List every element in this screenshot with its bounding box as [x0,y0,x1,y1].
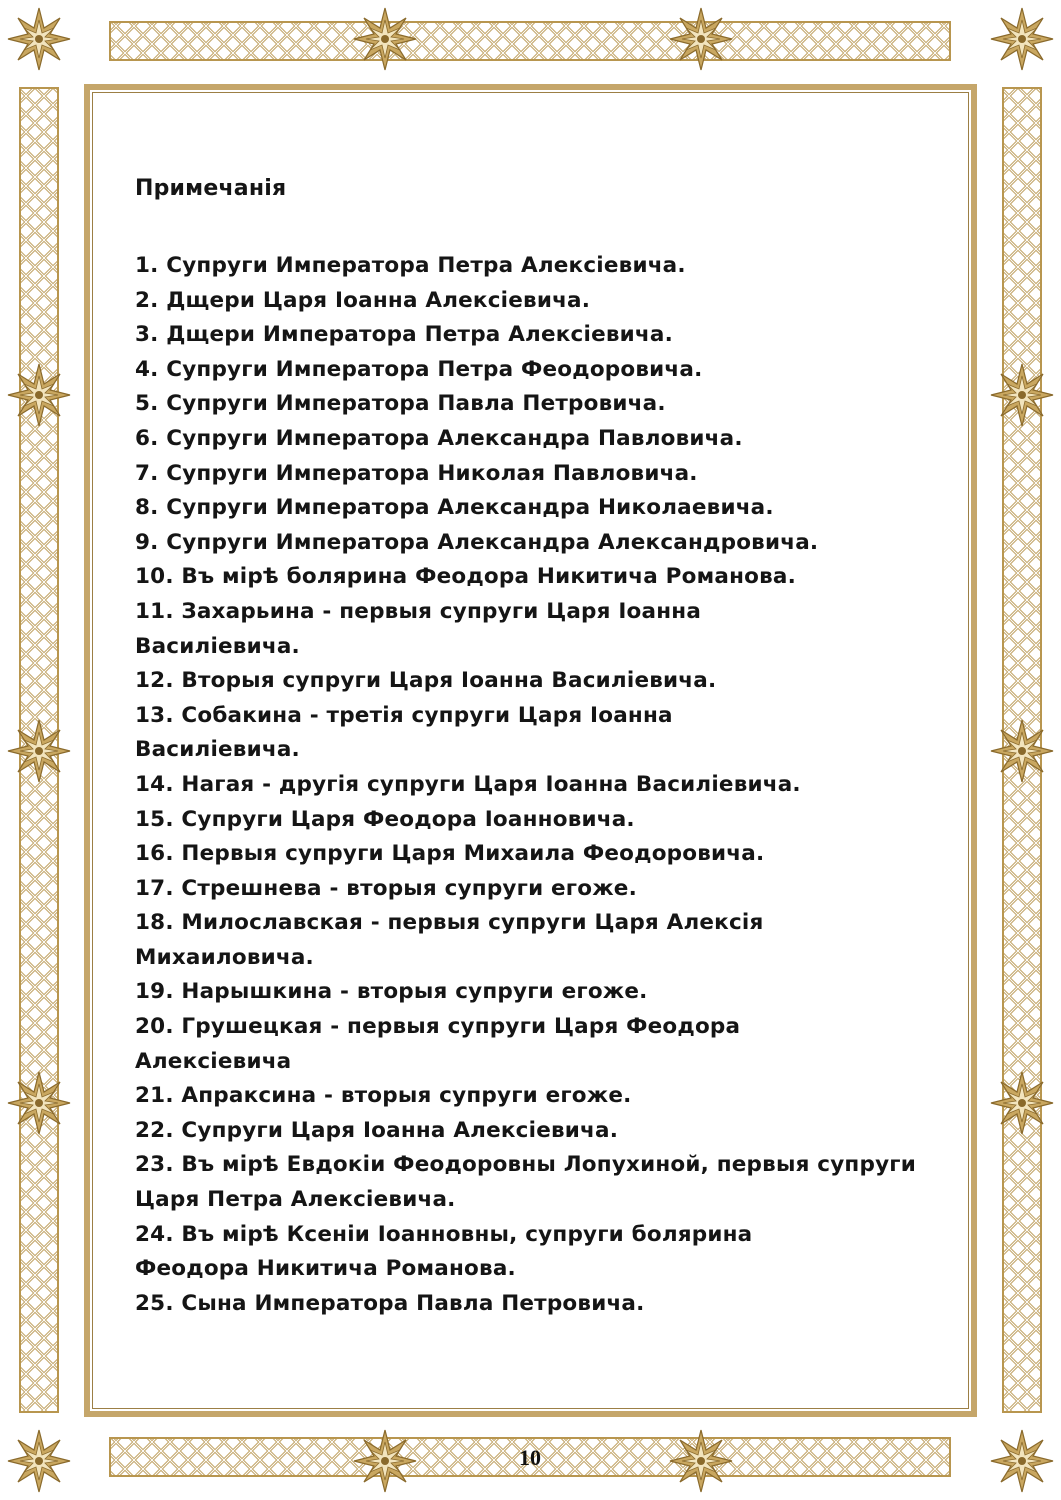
note-continuation: Василіевича. [135,737,300,763]
note-continuation: Михаиловича. [135,944,314,970]
eight-point-star-icon [6,362,72,428]
note-item: 20. Грушецкая - первыя супруги Царя Феодора [135,1014,741,1040]
note-item: 5. Супруги Императора Павла Петровича. [135,391,666,417]
eight-point-star-icon [6,6,72,72]
eight-point-star-icon [668,1428,734,1494]
note-item: 10. Въ мірѣ болярина Феодора Никитича Романова. [135,564,796,590]
note-item: 12. Вторыя супруги Царя Іоанна Василіевича. [135,668,717,694]
notes-list [135,249,935,1321]
eight-point-star-icon [989,1070,1055,1136]
eight-point-star-icon [6,1070,72,1136]
note-item: 6. Супруги Императора Александра Павловича. [135,425,743,451]
note-item: 1. Супруги Императора Петра Алексіевича. [135,253,686,278]
note-item: 16. Первыя супруги Царя Михаила Феодоровича. [135,841,765,867]
note-item: 14. Нагая - другія супруги Царя Іоанна Василіевича. [135,771,801,797]
eight-point-star-icon [6,1428,72,1494]
note-item: 15. Супруги Царя Феодора Іоанновича. [135,806,635,832]
note-item: 23. Въ мірѣ Евдокіи Феодоровны Лопухиной, первыя супруги [135,1152,916,1178]
note-item: 2. Дщери Царя Іоанна Алексіевича. [135,287,591,313]
eight-point-star-icon [352,1428,418,1494]
eight-point-star-icon [6,718,72,784]
note-item: 22. Супруги Царя Іоанна Алексіевича. [135,1117,619,1143]
note-item: 19. Нарышкина - вторыя супруги егоже. [135,979,648,1005]
page-number: 10 [500,1438,560,1478]
note-item: 21. Апраксина - вторыя супруги егоже. [135,1083,632,1109]
eight-point-star-icon [989,1428,1055,1494]
eight-point-star-icon [989,718,1055,784]
note-item: 17. Стрешнева - вторыя супруги егоже. [135,875,637,901]
note-item: 25. Сына Императора Павла Петровича. [135,1290,645,1316]
eight-point-star-icon [989,362,1055,428]
eight-point-star-icon [352,6,418,72]
note-item: 18. Милославская - первыя супруги Царя Алексія [135,910,764,936]
note-item: 7. Супруги Императора Николая Павловича. [135,460,698,486]
page-title: Примечанія [135,176,287,201]
note-continuation: Василіевича. [135,633,300,659]
note-continuation: Алексіевича [135,1048,292,1074]
note-item: 24. Въ мірѣ Ксеніи Іоанновны, супруги болярина [135,1221,753,1247]
note-item: 8. Супруги Императора Александра Николаевича. [135,495,774,521]
note-item: 3. Дщери Императора Петра Алексіевича. [135,322,673,348]
note-continuation: Царя Петра Алексіевича. [135,1187,456,1213]
top-ornament-band [80,8,980,74]
note-continuation: Феодора Никитича Романова. [135,1256,516,1282]
eight-point-star-icon [989,6,1055,72]
note-item: 4. Супруги Императора Петра Феодоровича. [135,356,703,382]
eight-point-star-icon [668,6,734,72]
notes-section [135,176,935,1321]
note-item: 9. Супруги Императора Александра Александровича. [135,529,819,555]
note-item: 11. Захарьина - первыя супруги Царя Іоанна [135,598,702,624]
note-item: 13. Собакина - третія супруги Царя Іоанна [135,702,673,728]
